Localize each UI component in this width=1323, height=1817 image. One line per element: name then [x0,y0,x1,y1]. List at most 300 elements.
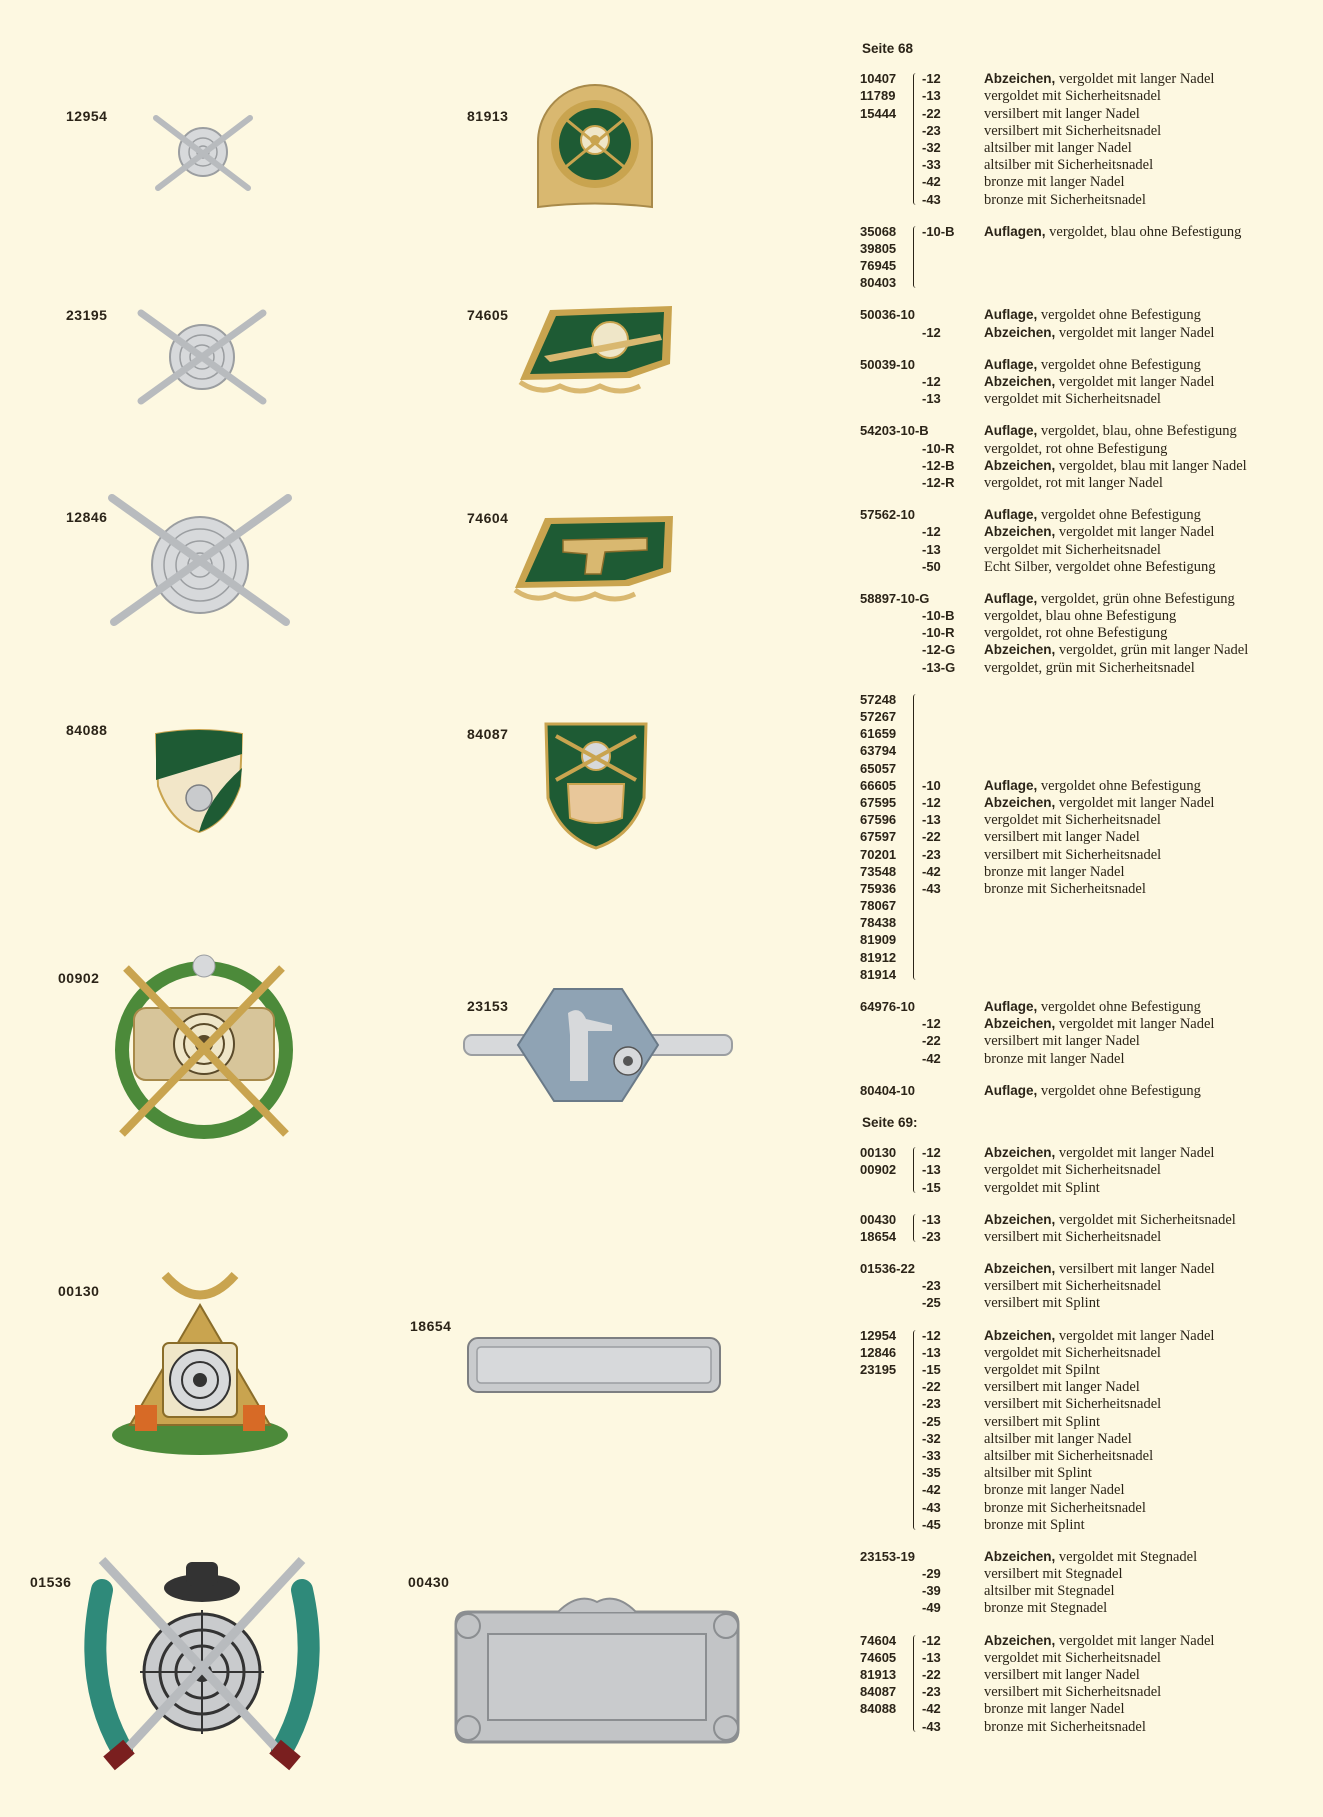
variant-description [984,1361,1315,1378]
item-type: Auflagen, [984,223,1046,239]
article-numbers [860,691,912,983]
catalog-entry [860,70,1315,208]
badge-84088-image [148,728,250,836]
finish-text: vergoldet mit Sicherheitsnadel [984,88,1161,105]
product-code-00430: 00430 [408,1574,450,1590]
badge-00430-image [448,1590,746,1765]
product-code-74604: 74604 [467,510,509,526]
suffix-list [922,223,984,292]
article-number: 10407 [860,71,897,87]
variant-suffix: -12 [922,71,941,87]
variant-description [984,1277,1315,1294]
item-type: Abzeichen, [984,524,1056,540]
article-numbers [860,356,915,408]
article-number: 81912 [860,949,897,965]
variant-suffix [922,1548,984,1565]
variant-suffix: -42 [922,1701,941,1717]
item-type: Abzeichen, [984,642,1056,658]
variant-suffix [922,422,984,439]
variant-description [984,324,1315,341]
badge-23153-image [462,985,734,1107]
variant-description [984,1718,1315,1735]
article-numbers [860,1327,912,1533]
variant-suffix: -43 [922,191,941,207]
article-number: 70201 [860,846,897,862]
variant-description [984,1050,1315,1067]
description-list [984,1548,1315,1617]
article-number: 65057 [860,760,897,776]
variant-description [984,1548,1315,1565]
bracket [913,1551,921,1614]
badge-81913-image [530,82,660,217]
description-list [984,1327,1315,1533]
article-number: 80403 [860,275,897,291]
variant-suffix: -12 [922,524,941,540]
variant-suffix [922,306,984,323]
variant-suffix: -23 [922,122,941,138]
variant-suffix: -10-B [922,608,955,624]
section-title: Seite 69: [862,1114,918,1130]
variant-description [984,659,1315,676]
article-number: 01536-22 [860,1261,915,1277]
variant-description [984,558,1315,575]
variant-suffix: -12-R [922,474,955,490]
finish-text: versilbert mit langer Nadel [984,1033,1140,1050]
catalog-entry [860,1632,1315,1735]
product-code-23153: 23153 [467,998,509,1014]
badge-01536-image [82,1550,322,1785]
variant-description [984,1294,1315,1311]
product-code-81913: 81913 [467,108,509,124]
item-type: Abzeichen, [984,794,1056,810]
variant-suffix: -33 [922,1447,941,1463]
article-number: 81909 [860,932,897,948]
variant-suffix: -12 [922,794,941,810]
article-number: 15444 [860,105,897,121]
variant-description [984,794,1315,811]
finish-text: vergoldet, rot mit langer Nadel [984,474,1163,491]
finish-text: bronze mit langer Nadel [984,1701,1125,1718]
variant-description [984,590,1315,607]
suffix-list [922,1144,984,1196]
suffix-list [922,422,984,491]
finish-text: vergoldet, rot ohne Befestigung [984,440,1168,457]
variant-suffix: -22 [922,829,941,845]
variant-description [984,523,1315,540]
finish-text: vergoldet mit Sicherheitsnadel [984,1344,1161,1361]
variant-description [984,1430,1315,1447]
variant-description [984,1032,1315,1049]
finish-text: vergoldet mit Stegnadel [1055,1548,1198,1565]
variant-description [984,1413,1315,1430]
item-type: Abzeichen, [984,1261,1056,1277]
article-number: 12846 [860,1344,897,1360]
article-number: 00430 [860,1211,897,1227]
variant-suffix: -42 [922,863,941,879]
variant-description [984,457,1315,474]
article-numbers [860,1144,912,1196]
variant-description [984,828,1315,845]
article-numbers [860,1260,915,1312]
variant-description [984,1327,1315,1344]
variant-description [984,880,1315,897]
bracket [913,1085,921,1096]
variant-description [984,998,1315,1015]
bracket [913,1147,921,1193]
finish-text: vergoldet mit langer Nadel [1055,794,1215,811]
variant-suffix [922,356,984,373]
article-number: 35068 [860,223,897,239]
variant-suffix: -42 [922,1050,941,1066]
bracket [913,1330,921,1530]
finish-text: vergoldet, blau mit langer Nadel [1055,457,1247,474]
catalog-entry [860,1082,1315,1099]
variant-suffix: -15 [922,1179,941,1195]
bracket [913,425,921,488]
variant-suffix [922,506,984,523]
variant-suffix: -13 [922,541,941,557]
item-type: Auflage, [984,356,1038,372]
variant-suffix [922,998,984,1015]
finish-text: bronze mit langer Nadel [984,1482,1125,1499]
finish-text: bronze mit Stegnadel [984,1600,1108,1617]
finish-text: vergoldet, grün mit langer Nadel [1055,642,1249,659]
variant-description [984,87,1315,104]
variant-suffix: -32 [922,139,941,155]
variant-description [984,1683,1315,1700]
variant-description [984,1599,1315,1616]
article-number: 78438 [860,915,897,931]
description-list [984,1632,1315,1735]
variant-suffix: -23 [922,1396,941,1412]
article-numbers [860,590,930,676]
product-code-00902: 00902 [58,970,100,986]
variant-description [984,1700,1315,1717]
variant-description [984,306,1315,323]
variant-description [984,440,1315,457]
description-list [984,306,1315,340]
variant-description [984,1015,1315,1032]
article-number: 23195 [860,1362,897,1378]
variant-suffix: -43 [922,1718,941,1734]
variant-suffix: -10-B [922,223,955,239]
item-type: Abzeichen, [984,71,1056,87]
variant-suffix: -25 [922,1295,941,1311]
variant-suffix: -15 [922,1362,941,1378]
variant-suffix [922,1082,984,1099]
finish-text: vergoldet mit langer Nadel [1055,524,1215,541]
finish-text: vergoldet mit langer Nadel [1055,374,1215,391]
item-type: Auflage, [984,777,1038,793]
catalog-entry [860,1548,1315,1617]
variant-suffix: -12-B [922,457,955,473]
catalog-entry [860,223,1315,292]
variant-description [984,356,1315,373]
variant-description [984,641,1315,658]
suffix-list [922,1260,984,1312]
finish-text: vergoldet ohne Befestigung [1037,1082,1201,1099]
finish-text: versilbert mit Stegnadel [984,1566,1123,1583]
variant-suffix: -23 [922,1684,941,1700]
variant-description [984,373,1315,390]
item-type: Auflage, [984,307,1038,323]
finish-text: Echt Silber, vergoldet ohne Befestigung [984,558,1216,575]
suffix-list [922,1632,984,1735]
item-type: Abzeichen, [984,1548,1056,1564]
variant-description [984,1464,1315,1481]
bracket [913,1214,921,1242]
variant-description [984,1565,1315,1582]
finish-text: vergoldet, grün mit Sicherheitsnadel [984,659,1195,676]
article-number: 54203-10-B [860,423,929,439]
bracket [913,359,921,405]
variant-description [984,1649,1315,1666]
article-number: 61659 [860,726,897,742]
catalog-entry [860,1260,1315,1312]
variant-suffix: -12 [922,1632,941,1648]
finish-text: vergoldet ohne Befestigung [1037,507,1201,524]
article-numbers [860,223,912,292]
variant-suffix: -42 [922,1482,941,1498]
variant-suffix: -23 [922,1278,941,1294]
finish-text: bronze mit Sicherheitsnadel [984,1499,1146,1516]
description-list [984,1211,1315,1245]
article-number: 00902 [860,1162,897,1178]
bracket [913,593,921,673]
variant-suffix: -43 [922,880,941,896]
variant-description [984,474,1315,491]
variant-suffix: -13 [922,1649,941,1665]
item-type: Abzeichen, [984,1016,1056,1032]
item-type: Abzeichen, [984,1145,1056,1161]
finish-text: vergoldet, blau ohne Befestigung [984,608,1177,625]
finish-text: vergoldet mit Sicherheitsnadel [984,1162,1161,1179]
description-list [984,1144,1315,1196]
finish-text: vergoldet mit langer Nadel [1055,71,1215,88]
article-number: 11789 [860,88,896,104]
product-code-84087: 84087 [467,726,509,742]
item-type: Auflage, [984,999,1038,1015]
finish-text: bronze mit langer Nadel [984,1050,1125,1067]
variant-suffix: -12 [922,324,941,340]
variant-suffix: -13 [922,1211,941,1227]
variant-description [984,191,1315,208]
finish-text: vergoldet, grün ohne Befestigung [1037,590,1235,607]
badge-23195-image [135,305,270,410]
variant-suffix: -13 [922,812,941,828]
item-type: Auflage, [984,423,1038,439]
finish-text: altsilber mit Stegnadel [984,1583,1115,1600]
suffix-list [922,1327,984,1533]
item-type: Auflage, [984,507,1038,523]
article-number: 63794 [860,743,897,759]
badge-00130-image [105,1265,295,1460]
item-type: Auflage, [984,590,1038,606]
variant-description [984,1211,1315,1228]
suffix-list [922,1082,984,1099]
catalog-entry [860,998,1315,1067]
article-number: 80404-10 [860,1082,915,1098]
item-type: Abzeichen, [984,457,1056,473]
suffix-list [922,1548,984,1617]
variant-suffix: -12 [922,1327,941,1343]
finish-text: bronze mit Splint [984,1516,1085,1533]
variant-suffix: -12-G [922,642,956,658]
variant-description [984,1395,1315,1412]
finish-text: versilbert mit Sicherheitsnadel [984,1278,1162,1295]
article-number: 81914 [860,966,897,982]
variant-description [984,1260,1315,1277]
bracket [913,226,921,289]
article-number: 18654 [860,1228,897,1244]
variant-suffix: -12 [922,374,941,390]
item-type: Abzeichen, [984,374,1056,390]
variant-description [984,156,1315,173]
variant-suffix: -22 [922,1033,941,1049]
variant-description [984,1499,1315,1516]
finish-text: versilbert mit Splint [984,1413,1100,1430]
finish-text: altsilber mit Sicherheitsnadel [984,157,1154,174]
article-number: 39805 [860,240,897,256]
bracket [913,509,921,572]
badge-18654-image [465,1335,723,1395]
variant-description [984,1481,1315,1498]
product-code-74605: 74605 [467,307,509,323]
product-code-84088: 84088 [66,722,108,738]
variant-suffix: -42 [922,174,941,190]
bracket [913,1263,921,1309]
description-list [984,590,1315,676]
suffix-list [922,998,984,1067]
suffix-list [922,70,984,208]
catalog-listing [860,40,1315,1750]
finish-text: vergoldet mit langer Nadel [1055,1145,1215,1162]
variant-description [984,1179,1315,1196]
variant-suffix [922,1260,984,1277]
article-number: 84087 [860,1684,897,1700]
suffix-list [922,1211,984,1245]
variant-description [984,777,1315,794]
bracket [913,309,921,337]
variant-suffix: -10-R [922,440,955,456]
catalog-entry [860,1144,1315,1196]
variant-suffix: -23 [922,1228,941,1244]
variant-suffix: -50 [922,558,941,574]
variant-suffix [922,590,984,607]
variant-suffix: -23 [922,846,941,862]
finish-text: vergoldet, rot ohne Befestigung [984,625,1168,642]
description-list [984,506,1315,575]
finish-text: bronze mit Sicherheitsnadel [984,1718,1146,1735]
variant-description [984,1144,1315,1161]
finish-text: versilbert mit langer Nadel [984,105,1140,122]
finish-text: versilbert mit Splint [984,1295,1100,1312]
badge-12846-image [108,490,293,635]
suffix-list [922,590,984,676]
article-number: 84088 [860,1701,897,1717]
variant-description [984,173,1315,190]
variant-description [984,223,1315,240]
variant-suffix: -13 [922,1344,941,1360]
finish-text: vergoldet mit Sicherheitsnadel [984,1649,1161,1666]
description-list [984,356,1315,408]
article-numbers [860,1211,912,1245]
variant-suffix: -22 [922,105,941,121]
description-list [984,1082,1315,1099]
finish-text: versilbert mit Sicherheitsnadel [984,122,1162,139]
product-code-18654: 18654 [410,1318,452,1334]
catalog-entry [860,1211,1315,1245]
variant-description [984,105,1315,122]
article-number: 57248 [860,691,897,707]
variant-suffix: -43 [922,1499,941,1515]
article-number: 74605 [860,1649,897,1665]
catalog-entry [860,306,1315,340]
variant-description [984,390,1315,407]
variant-description [984,422,1315,439]
product-code-00130: 00130 [58,1283,100,1299]
bracket [913,694,921,980]
article-number: 50036-10 [860,307,915,323]
article-numbers [860,506,915,575]
finish-text: versilbert mit langer Nadel [984,1667,1140,1684]
variant-suffix: -32 [922,1430,941,1446]
finish-text: vergoldet, blau ohne Befestigung [1045,223,1242,240]
bracket [913,1001,921,1064]
variant-description [984,1161,1315,1178]
article-number: 73548 [860,863,897,879]
item-type: Abzeichen, [984,1632,1056,1648]
description-list [984,691,1315,983]
variant-description [984,70,1315,87]
article-number: 23153-19 [860,1548,915,1564]
variant-description [984,139,1315,156]
finish-text: vergoldet ohne Befestigung [1037,356,1201,373]
finish-text: vergoldet ohne Befestigung [1037,999,1201,1016]
finish-text: versilbert mit Sicherheitsnadel [984,1684,1162,1701]
article-number: 78067 [860,898,897,914]
article-number: 57267 [860,709,897,725]
bracket [913,1635,921,1732]
bracket [913,73,921,205]
finish-text: bronze mit Sicherheitsnadel [984,880,1146,897]
finish-text: vergoldet ohne Befestigung [1037,307,1201,324]
variant-suffix: -35 [922,1465,941,1481]
variant-description [984,811,1315,828]
finish-text: bronze mit langer Nadel [984,174,1125,191]
finish-text: vergoldet mit Sicherheitsnadel [984,391,1161,408]
catalog-entry [860,691,1315,983]
finish-text: vergoldet mit langer Nadel [1055,1016,1215,1033]
description-list [984,1260,1315,1312]
variant-suffix: -45 [922,1516,941,1532]
item-type: Abzeichen, [984,324,1056,340]
badge-74605-image [510,300,680,400]
variant-description [984,1228,1315,1245]
article-number: 12954 [860,1327,897,1343]
description-list [984,223,1315,292]
finish-text: vergoldet, blau, ohne Befestigung [1037,423,1237,440]
variant-description [984,1632,1315,1649]
item-type: Abzeichen, [984,1211,1056,1227]
variant-suffix: -39 [922,1583,941,1599]
variant-description [984,607,1315,624]
variant-suffix: -22 [922,1667,941,1683]
variant-description [984,1344,1315,1361]
finish-text: versilbert mit Sicherheitsnadel [984,1396,1162,1413]
variant-description [984,863,1315,880]
finish-text: versilbert mit Sicherheitsnadel [984,846,1162,863]
